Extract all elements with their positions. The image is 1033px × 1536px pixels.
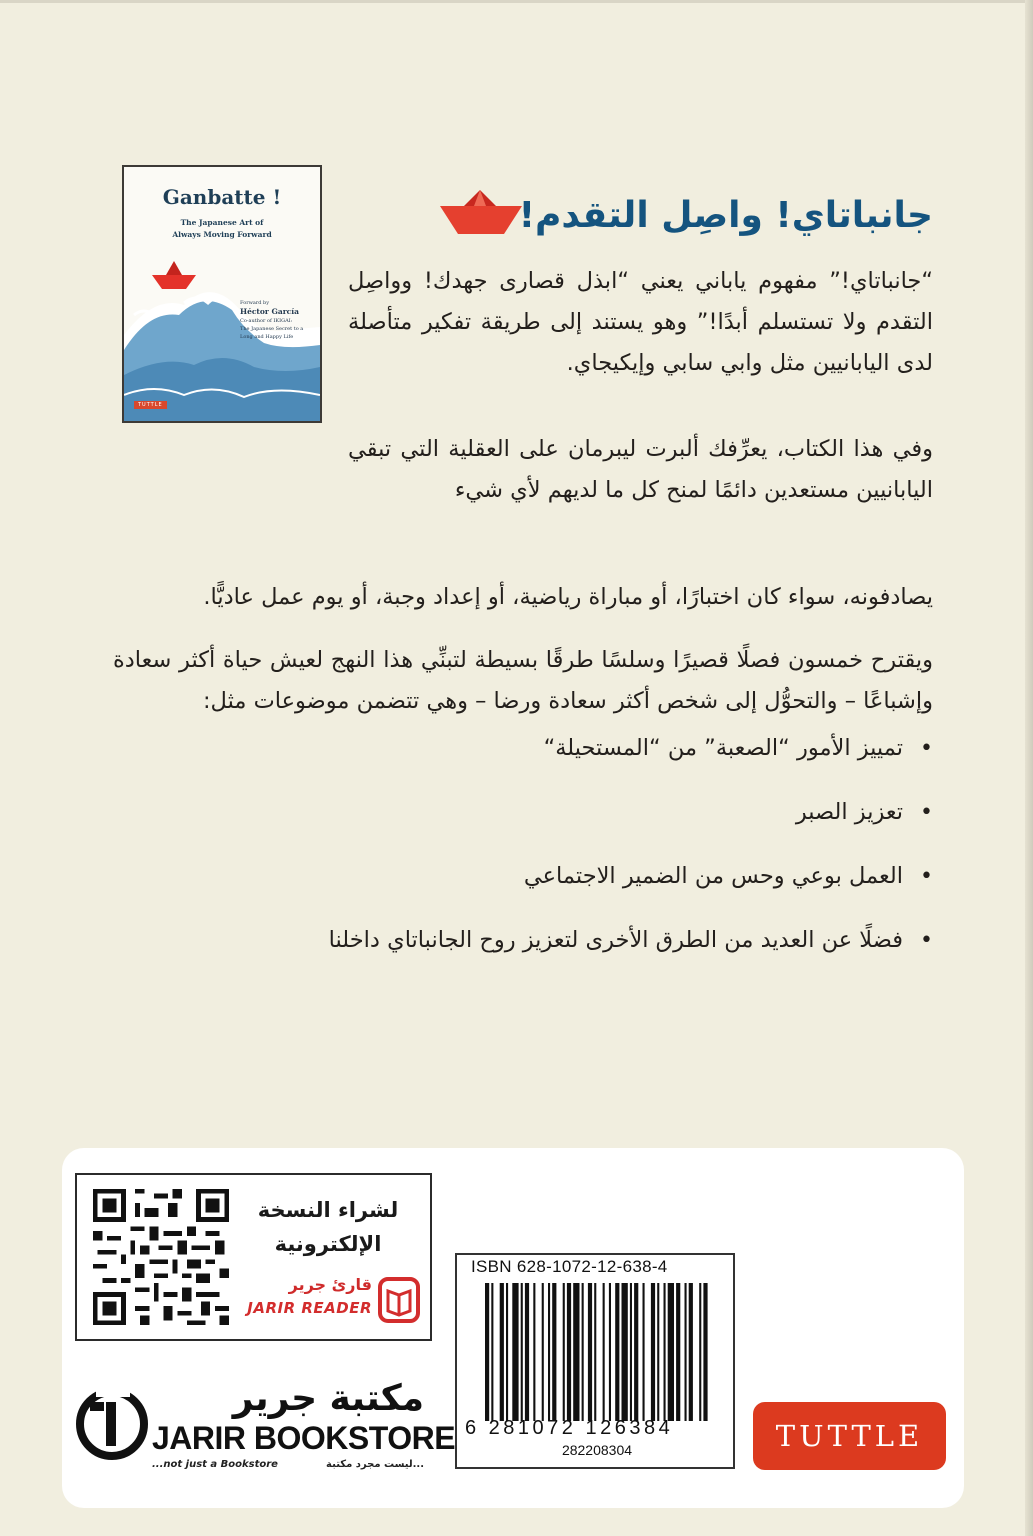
ebook-purchase-text — [238, 1193, 418, 1261]
topic-item: • العمل بوعي وحس من الضمير الاجتماعي — [113, 856, 933, 920]
paper-boat-icon — [440, 190, 522, 236]
publisher-badge: TUTTLE — [753, 1402, 946, 1470]
mini-foreword-line-3: Long and Happy Life — [240, 334, 294, 340]
jarir-logo-icon — [76, 1378, 148, 1470]
ebook-purchase-box — [75, 1173, 432, 1341]
jarir-bookstore-arabic: مكتبة جرير — [232, 1378, 424, 1419]
isbn-label: ISBN 628-1072-12-638-4 — [471, 1257, 668, 1276]
top-edge — [0, 0, 1033, 3]
store-code: 282208304 — [561, 1442, 633, 1458]
mini-foreword-line-1: Co-author of IKIGAI: — [240, 318, 293, 324]
paragraph-book: وفي هذا الكتاب، يعرِّفك ألبرت ليبرمان على العقلية التي تبقي اليابانيين مستعدين دائمًا لمنح كل ما لديهم لأي شيء — [348, 436, 933, 503]
mini-cover-title: Ganbatte ! — [162, 185, 282, 209]
mini-foreword-line-2: The Japanese Secret to a — [240, 326, 304, 332]
jarir-reader-arabic: قارئ جرير — [288, 1275, 372, 1294]
mini-foreword-label: Forward by — [240, 300, 270, 306]
ean-number: 6 281072 126384 — [465, 1417, 674, 1439]
jarir-reader-english: JARIR READER — [247, 1299, 372, 1317]
mini-cover-subtitle — [124, 217, 320, 241]
paragraph-book-cont: يصادفونه، سواء كان اختبارًا، أو مباراة رياضية، أو إعداد وجبة، أو يوم عمل عاديًّا. — [203, 584, 933, 610]
jarir-bookstore-english: JARIR BOOKSTORE — [152, 1420, 456, 1456]
isbn-box — [455, 1253, 735, 1469]
topic-item: • تمييز الأمور “الصعبة” من “المستحيلة“ — [113, 728, 933, 792]
paragraph-intro: “جانباتاي!” مفهوم ياباني يعني “ابذل قصارى جهدك! وواصِل التقدم ولا تستسلم أبدًا!” وهو يستند إلى طريقة تفكير متأصلة لدى اليابانيين مثل وابي سابي وإيكيجاي. — [348, 268, 933, 376]
mini-cover-subtitle-1: The Japanese Art of — [180, 218, 264, 227]
purchase-line-2: الإلكترونية — [274, 1232, 382, 1256]
jarir-slogan-arabic: ...ليست مجرد مكتبة — [326, 1459, 424, 1470]
headline: جانباتاي! واصِل التقدم! — [518, 195, 933, 236]
topic-item: • فضلًا عن العديد من الطرق الأخرى لتعزيز روح الجانباتاي داخلنا — [113, 920, 933, 984]
jarir-reader-book-icon — [378, 1277, 420, 1323]
topic-item: • تعزيز الصبر — [113, 792, 933, 856]
mini-cover-publisher: TUTTLE — [134, 401, 167, 409]
mini-cover-foreword — [240, 299, 310, 341]
mini-cover-thumbnail — [122, 165, 322, 423]
mini-foreword-name: Héctor García — [240, 307, 299, 316]
mini-cover-subtitle-2: Always Moving Forward — [172, 230, 272, 239]
purchase-line-1: لشراء النسخة — [257, 1198, 399, 1222]
barcode-icon — [485, 1283, 717, 1421]
paragraph-chapters: ويقترح خمسون فصلًا قصيرًا وسلسًا طرقًا بسيطة لتبنِّي هذا النهج لعيش حياة أكثر سعادة وإشباعًا – والتحوُّل إلى شخص أكثر سعادة ورضا – وهي تتضمن موضوعات مثل: — [113, 647, 933, 714]
qr-code-icon[interactable] — [93, 1189, 229, 1325]
jarir-slogan-english: ...not just a Bookstore — [152, 1459, 278, 1470]
jarir-slogan — [152, 1459, 424, 1470]
spine-edge — [1025, 0, 1033, 1536]
topics-list — [113, 728, 933, 984]
